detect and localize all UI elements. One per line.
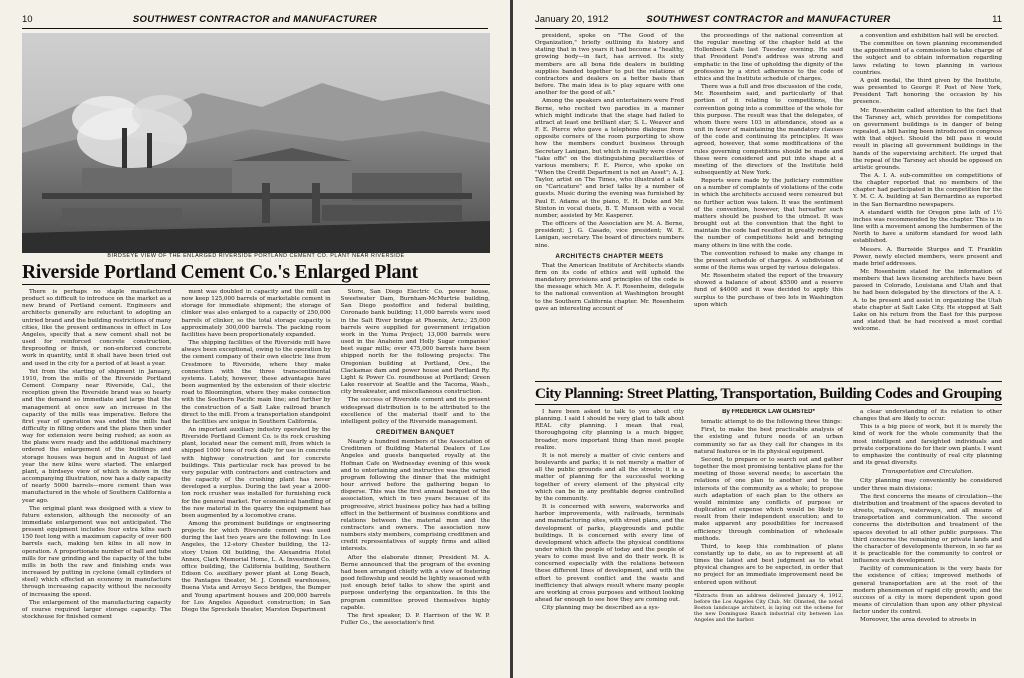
- paragraph: There was a full and free discussion of the code, Mr. Rosenheim said, and particularly of that portion of it relating to competitions, the convention going into a committee of the whole for this purpose. The result was that the delegates, of whom there were 103 in attendance, stood as a unit in favor of maintaining the mandatory clauses of the code and continuing its principles. It was agreed, however, that some modifications of the rules governing competitions should be made and these were considered and put into shape at a meeting of the directors of the Institute held subsequently at New York.: [694, 84, 843, 176]
- paragraph: a convention and exhibition hall will be erected.: [860, 33, 999, 39]
- paragraph: The first concerns the means of circulation—the distribution and treatment of the spaces devoted to streets, railways, waterways, and all means of transportation and communication. The second concerns the distribution and treatment of the spaces devoted to all other public purposes. The third concerns the remaining or private lands and the character of developments thereon, in so far as it is practicable for the community to control or influence such development.: [853, 493, 1002, 565]
- page-number-left: 10: [22, 14, 33, 25]
- paragraph: Messrs. A. Burnside Sturges and T. Franklin Power, newly elected members, were present and made brief addresses.: [853, 246, 1002, 267]
- paragraph: There is perhaps no staple manufactured product so difficult to introduce on the market as a new brand of Portland cement. Engineers and architects generally are reluctant to adopting an untried brand and the building restrictions of many cities, like the present ordinances in effect in Los Angeles, specify that a new cement shall not be used for reinforced concrete construction, fireproofing or finish, or non-enforced concrete work in quantity, until it shall have been tried out and used in the city for a period of at least a year.: [22, 289, 172, 367]
- paragraph: First, to make the best practicable analysis of the existing and future needs of an urban community so far as they call for changes in its natural features or in its physical equipment.: [694, 427, 843, 455]
- author-byline: By FREDERICK LAW OLMSTED*: [722, 409, 815, 415]
- paragraph: The original plant was designed with a view to future extension, although the necessity of an immediate enlargement was not anticipated. The present equipment includes four extra kilns each 150 feet long with a maximum capacity of over 600 barrels each, making ten kilns in all now in operation. A proportionate number of ball and tube mills for raw grinding and the capacity of the tube mills in both the raw and finishing ends was increased by putting in cyclone (small cylinders of steel) which effected an economy in manufacture through increasing capacity without the necessity of increasing the speed.: [22, 505, 172, 598]
- upper-column-1: [535, 33, 684, 375]
- article-column-1: [22, 289, 171, 673]
- paragraph: The committee on town planning recommended the appointment of a commission to take charge of the subject and to obtain information regarding laws relating to town planning in various countries.: [853, 41, 1002, 76]
- photo-caption: BIRDSEYE VIEW OF THE ENLARGED RIVERSIDE PORTLAND CEMENT CO. PLANT NEAR RIVERSIDE: [107, 253, 405, 259]
- plant-photo: [22, 33, 490, 253]
- section-subhead: Transportation and Circulation.: [881, 469, 974, 476]
- city-planning-column-1: [535, 409, 684, 673]
- running-head-left: [22, 14, 488, 29]
- plant-photo-illustration: [22, 33, 490, 253]
- city-planning-columns: [535, 409, 1002, 673]
- journal-title-right: SOUTHWEST CONTRACTOR and MANUFACTURER: [646, 14, 891, 25]
- paragraph: Moreover, the area devoted to streets in: [860, 617, 977, 624]
- upper-columns: [535, 33, 1002, 375]
- page-number-right: 11: [992, 14, 1002, 25]
- left-page: [0, 0, 510, 678]
- paragraph: A gold medal, the third given by the Institute, was presented to George P. Post of New York, President Taft honoring the occasion by his presence.: [853, 77, 1002, 106]
- paragraph: The success of Riverside cement and its present widespread distribution is to be attributed to the excellence of the material itself and to the intelligent policy of the Riverside management.: [340, 397, 490, 425]
- paragraph: a clear understanding of its relation to other changes that are likely to occur.: [853, 409, 1002, 423]
- paragraph: It is not merely a matter of civic centers and boulevards and parks; it is not merely a matter of all the public grounds and all the streets; it is a matter of planning for the successful working together of every element of the physical city which can be in any profitable degree controlled by the community.: [535, 452, 684, 502]
- upper-column-2: [694, 33, 843, 375]
- paragraph: Among the prominent buildings or engineering projects for which Riverside cement was used during the last two years are the following: In Los Angeles, the 12-story Chester building, the 12-story Union Oil building, the Alexandria Hotel Annex, Clark Memorial Home, L. A. Investment Co. office building, the California building, Southern Edison Co. auxiliary power plant at Long Beach, the Pantages theater, M. J. Connell warehouses, Buena Vista and Arroyo Seco bridges, the Bumper and Young apartment houses and 200,000 barrels for Los Angeles Aqueduct construction; in San Diego the Spreckels theater, Marston Department: [181, 521, 331, 613]
- paragraph: Mr. Rosenheim stated the report of the treasury showed a balance of about $5500 and a reserve fund of $4000 and it was decided to apply this surplus to the purchase of two lots in Washington upon which: [694, 273, 843, 308]
- headline-rule: [22, 284, 490, 285]
- paragraph: The first speaker, D. P. Harrison of the W. P. Fuller Co., the association's first: [340, 612, 490, 627]
- article-column-2: [181, 289, 330, 673]
- city-planning-column-3: [853, 409, 1002, 673]
- paragraph: The A. I. A. sub-committee on competitions of the chapter reported that no members of the chapter had participated in the competition for the Y. M. C. A. building at San Bernardino as reported in the San Bernardino newspapers.: [853, 172, 1002, 208]
- paragraph: Yet from the starting of shipment in January, 1910, from the mills of the Riverside Portland Cement Company near Riverside, Cal., the reception given the Riverside brand was so hearty and the demand so immediate and large that the management at once saw an increase in the capacity of the mills was imperative. Before the first year of operation was ended the mills had difficulty in filling orders and the plans then under way for extension were being rushed; as soon as the plans were ready and the additional machinery ordered the enlargement of the buildings and storage houses was begun and in August of last year the new kilns were started. The enlarged plant, a birdseye view of which is shown in the accompanying illustration, now has a daily capacity of nearly 5000 barrels—more cement than was manufactured in the whole of Southern California a year ago.: [22, 368, 172, 504]
- paragraph: Mr. Rosenheim stated for the information of members that laws licensing architects have been passed in Colorado, Louisiana and Utah and that he had been delegated by the directors of the A. I. A. to be present and assist in organizing the Utah state chapter at Salt Lake City. He stopped at Salt Lake on his return from the East for this purpose and stated that he had received a most cordial welcome.: [853, 269, 1002, 333]
- paragraph: The enlargement of the manufacturing capacity of course required larger storage capacity. The stockhouse for finished cement: [22, 599, 172, 621]
- paragraph: It is concerned with sewers, waterworks and harbor improvements, with railroads, terminals and manufacturing sites, with street plans, and the development of parks, playgrounds and public buildings. It is concerned with every line of development which affects the physical conditions under which the people of today and the people of years to come must live and do their work. It is concerned especially with the relations between these different lines of development, and with the effort to prevent conflict and the waste and inefficiency that always result where many people are working at cross purposes and without looking ahead far enough to see how they are coming out.: [535, 504, 684, 604]
- paragraph: That the American Institute of Architects stands firm on its code of ethics and will uphold the mandatory provisions and principles of the code is the message which Mr. A. F. Rosenheim, delegate to the national convention at Washington brought to the Southern California chapter. Mr. Rosenheim gave an interesting account of: [535, 262, 684, 312]
- right-page: [513, 0, 1024, 678]
- footnote: *Extracts from an address delivered January 4, 1912, before the Los Angeles City Club. Mr. Olmsted, the noted Boston landscape architect, is laying out the scheme for the new Dominguez Ranch industrial city between Los Angeles and the harbor.: [694, 590, 843, 623]
- paragraph: City planning may be described as a sys-: [542, 605, 660, 612]
- city-planning-top-rule: [535, 381, 1002, 382]
- paragraph: president, spoke on "The Good of the Organization," briefly outlining its history and stating that in two years it had become a "healthy, growing body—in fact, has arrived. Its sixty members are all bona fide dealers in building supplies banded together to put the relations of contractors and dealers on a better basis than before. The main idea is to play square with one another for the good of all.": [535, 33, 684, 97]
- paragraph: Nearly a hundred members of the Association of Creditmen of Building Material Dealers of Los Angeles and guests banqueted royally at the Hofman Cafe on Wednesday evening of this week and to entertaining and instructive was the varied program following the dinner that the midnight hour arrived before the gathering began to disperse. This was the first annual banquet of the association, which in two years because of its progressive, strict business policy has had a telling effect in the betterment of business conditions and relations between the material men and the contractors and owners. The association now numbers sixty members, comprising creditmen and credit representatives of supply firms and allied interests.: [340, 439, 490, 553]
- paragraph: The convention refused to make any change in the present schedule of charges. A subdivision of some of the items was urged by various delegates.: [694, 250, 843, 271]
- article-columns: [22, 289, 490, 673]
- paragraph: A standard width for Oregon pine lath of 1½ inches was recommended by the chapter. This is in line with a movement among the lumbermen of the North to have a uniform standard for wood lath established.: [853, 209, 1002, 245]
- paragraph: Second, to prepare or to search out and gather together the most promising tentative plans for the meeting of those several needs; to ascertain the relations of one plan to another and to the interests of the community as a whole; to propose such adaptation of each plan to the others as would minimize any conflicts of purpose or duplication of expense which would be likely to result from their independent execution; and to make apparent any possibilities for increased efficiency through combination of wholesale methods.: [694, 456, 843, 542]
- running-head-right: [535, 14, 1002, 29]
- paragraph: I have been asked to talk to you about city planning. I said I should be very glad to talk about REAL city planning. I mean that real, thoroughgoing city planning is a much bigger, broader, more important thing than most people realize.: [535, 409, 684, 451]
- city-planning-headline: City Planning: Street Platting, Transportation, Building Codes and Grouping: [535, 385, 1002, 402]
- paragraph: Store, San Diego Electric Co. power house, Sweetwater Dam, Burnham-McMurtrie building, San Diego postoffice and federal building, Coronado bank building; 11,000 barrels were used in the Salt River bridge at Phoenix, Ariz.; 25,000 barrels were supplied for government irrigation work in the Yuma Project; 13,000 barrels were used in the Anaheim and Holly Sugar companies' beet sugar mills; over 475,000 barrels have been shipped north for the following projects: The Oregonian building at Portland, Ore., the Clackamas dam and power house and Portland Ry. Light & Power Co. roundhouse at Portland; Green Lake reservoir at Seattle and the Tacoma, Wash., city breakwater, and miscellaneous construction.: [340, 289, 490, 396]
- paragraph: After the elaborate dinner, President M. A. Berne announced that the program of the evening had been arranged chiefly with a view of fostering good fellowship and would be lightly seasoned with just enough brief talks to show the spirit and purpose underlying the organization. In this the program committee proved themselves highly capable.: [340, 554, 490, 611]
- paragraph: The shipping facilities of the Riverside mill have always been exceptional, owing to the operation by the cement company of their own electric line from Crestmore to Riverside, where they make connection with the three transcontinental systems. Lately, however, these advantages have been augmented by the extension of their electric road to Bloomington, where they make connection with the Southern Pacific main line; and further by the construction of a Salt Lake railroad branch direct to the mill. From a transportation standpoint the facilities are unique in Southern California.: [181, 340, 331, 425]
- paragraph: An important auxiliary industry operated by the Riverside Portland Cement Co. is its rock crushing plant, located near the cement mill, from which is shipped 1000 tons of rock daily for use in concrete with highway construction and for concrete buildings. This particular rock has proved to be very popular with contractors and contractors and the capacity of the crushing plant has never developed a surplus. During the last year a 2000-ton rock crusher was installed for furnishing rock for the general market. For economical handling of the raw material in the quarry the equipment has been augmented by a locomotive crane.: [181, 426, 331, 519]
- article-column-3: [341, 289, 490, 673]
- paragraph: tematic attempt to do the following three things:: [701, 419, 843, 426]
- city-planning-headline-rule: [535, 404, 1002, 405]
- architects-heading: ARCHITECTS CHAPTER MEETS: [555, 252, 664, 260]
- banquet-heading: CREDITMEN BANQUET: [375, 428, 455, 436]
- paragraph: ment was doubled in capacity and the mill can now keep 125,000 barrels of marketable cement in storage for immediate shipment; the storage of clinker was also enlarged to a capacity of 250,000 barrels of clinker, so the total storage capacity is approximately 300,000 barrels. The packing room facilities have been proportionately expanded.: [181, 289, 331, 338]
- city-planning-column-2: [694, 409, 843, 673]
- paragraph: This is a big piece of work, but it is merely the kind of work for the whole community that the most intelligent and farsighted individuals and private corporations do for their own plants. I want to emphasize the continuity of real city planning and its great diversity.: [853, 424, 1002, 467]
- paragraph: Mr. Rosenheim called attention to the fact that the Tarsney act, which provides for competitions on government buildings is in danger of being repealed, a bill having been introduced in congress with that object. Should the bill pass it would result in placing all government buildings in the hands of the supervising architect. He urged that the repeal of the Tarsney act should be opposed on artistic grounds.: [853, 107, 1002, 171]
- article-headline: Riverside Portland Cement Co.'s Enlarged Plant: [22, 262, 418, 283]
- paragraph: Facility of communication is the very basis for the existence of cities; improved methods of general transportation are at the root of the modern phenomenon of rapid city growth; and the success of a city is more dependent upon good means of circulation than upon any other physical factor under its control.: [853, 566, 1002, 616]
- paragraph: City planning may conveniently be considered under three main divisions:: [853, 478, 1002, 492]
- paragraph: the proceedings of the national convention at the regular meeting of the chapter held at the Hollenbeck Cafe last Tuesday evening. He said that President Pond's address was strong and emphatic in the line of upholding the dignity of the profession by a strict adherence to the code of ethics and the Institute schedule of charges.: [694, 33, 843, 82]
- journal-title-left: SOUTHWEST CONTRACTOR and MANUFACTURER: [132, 14, 378, 25]
- upper-column-3: [853, 33, 1002, 375]
- paragraph: The officers of the Association are M. A. Berne, president; J. G. Casado, vice president; W. E. Lanigan, secretary. The board of directors numbers nine.: [535, 221, 684, 249]
- paragraph: Third, to keep this combination of plans constantly up to date, so as to represent at all times the latest and best judgment as to what physical changes are to be expected, in order that no project for an immediate improvement need be entered upon without: [694, 543, 843, 586]
- paragraph: Among the speakers and entertainers were Fred Berne, who recited two parodies in a manner which might indicate that the stage had failed to attract at least one brilliant star; S. L. Weaver and F. E. Pierce who gave a telephone dialogue from opposite corners of the room purporting to show how the members conduct business through Secretary Lanigan, but which in reality were clever "take offs" on the distinguishing peculiarities of various members; F. E. Pierce, who spoke on "When the Credit Department is not an Asset"; A. J. Taylor, artist on The Times, who illustrated a talk on "Caricature" and brief talks by a number of guests. Music during the evening was furnished by Paul E. Adams at the piano, E. H. Duke and Mr. Stinton in vocal duets, B. T. Munson with a vocal number, assisted by Mr. Kasperer.: [535, 98, 684, 219]
- paragraph: Reports were made by the judiciary committee on a number of complaints of violations of the code in which the architects accused were censured but no further action was taken. It was the sentiment of the convention, however, that hereafter such matters should be pushed to the utmost. It was brought out at the convention that the fight to maintain the code had resulted in greatly reducing the number of competitions held and bringing many others in line with the code.: [694, 178, 843, 249]
- issue-date: January 20, 1912: [535, 14, 609, 25]
